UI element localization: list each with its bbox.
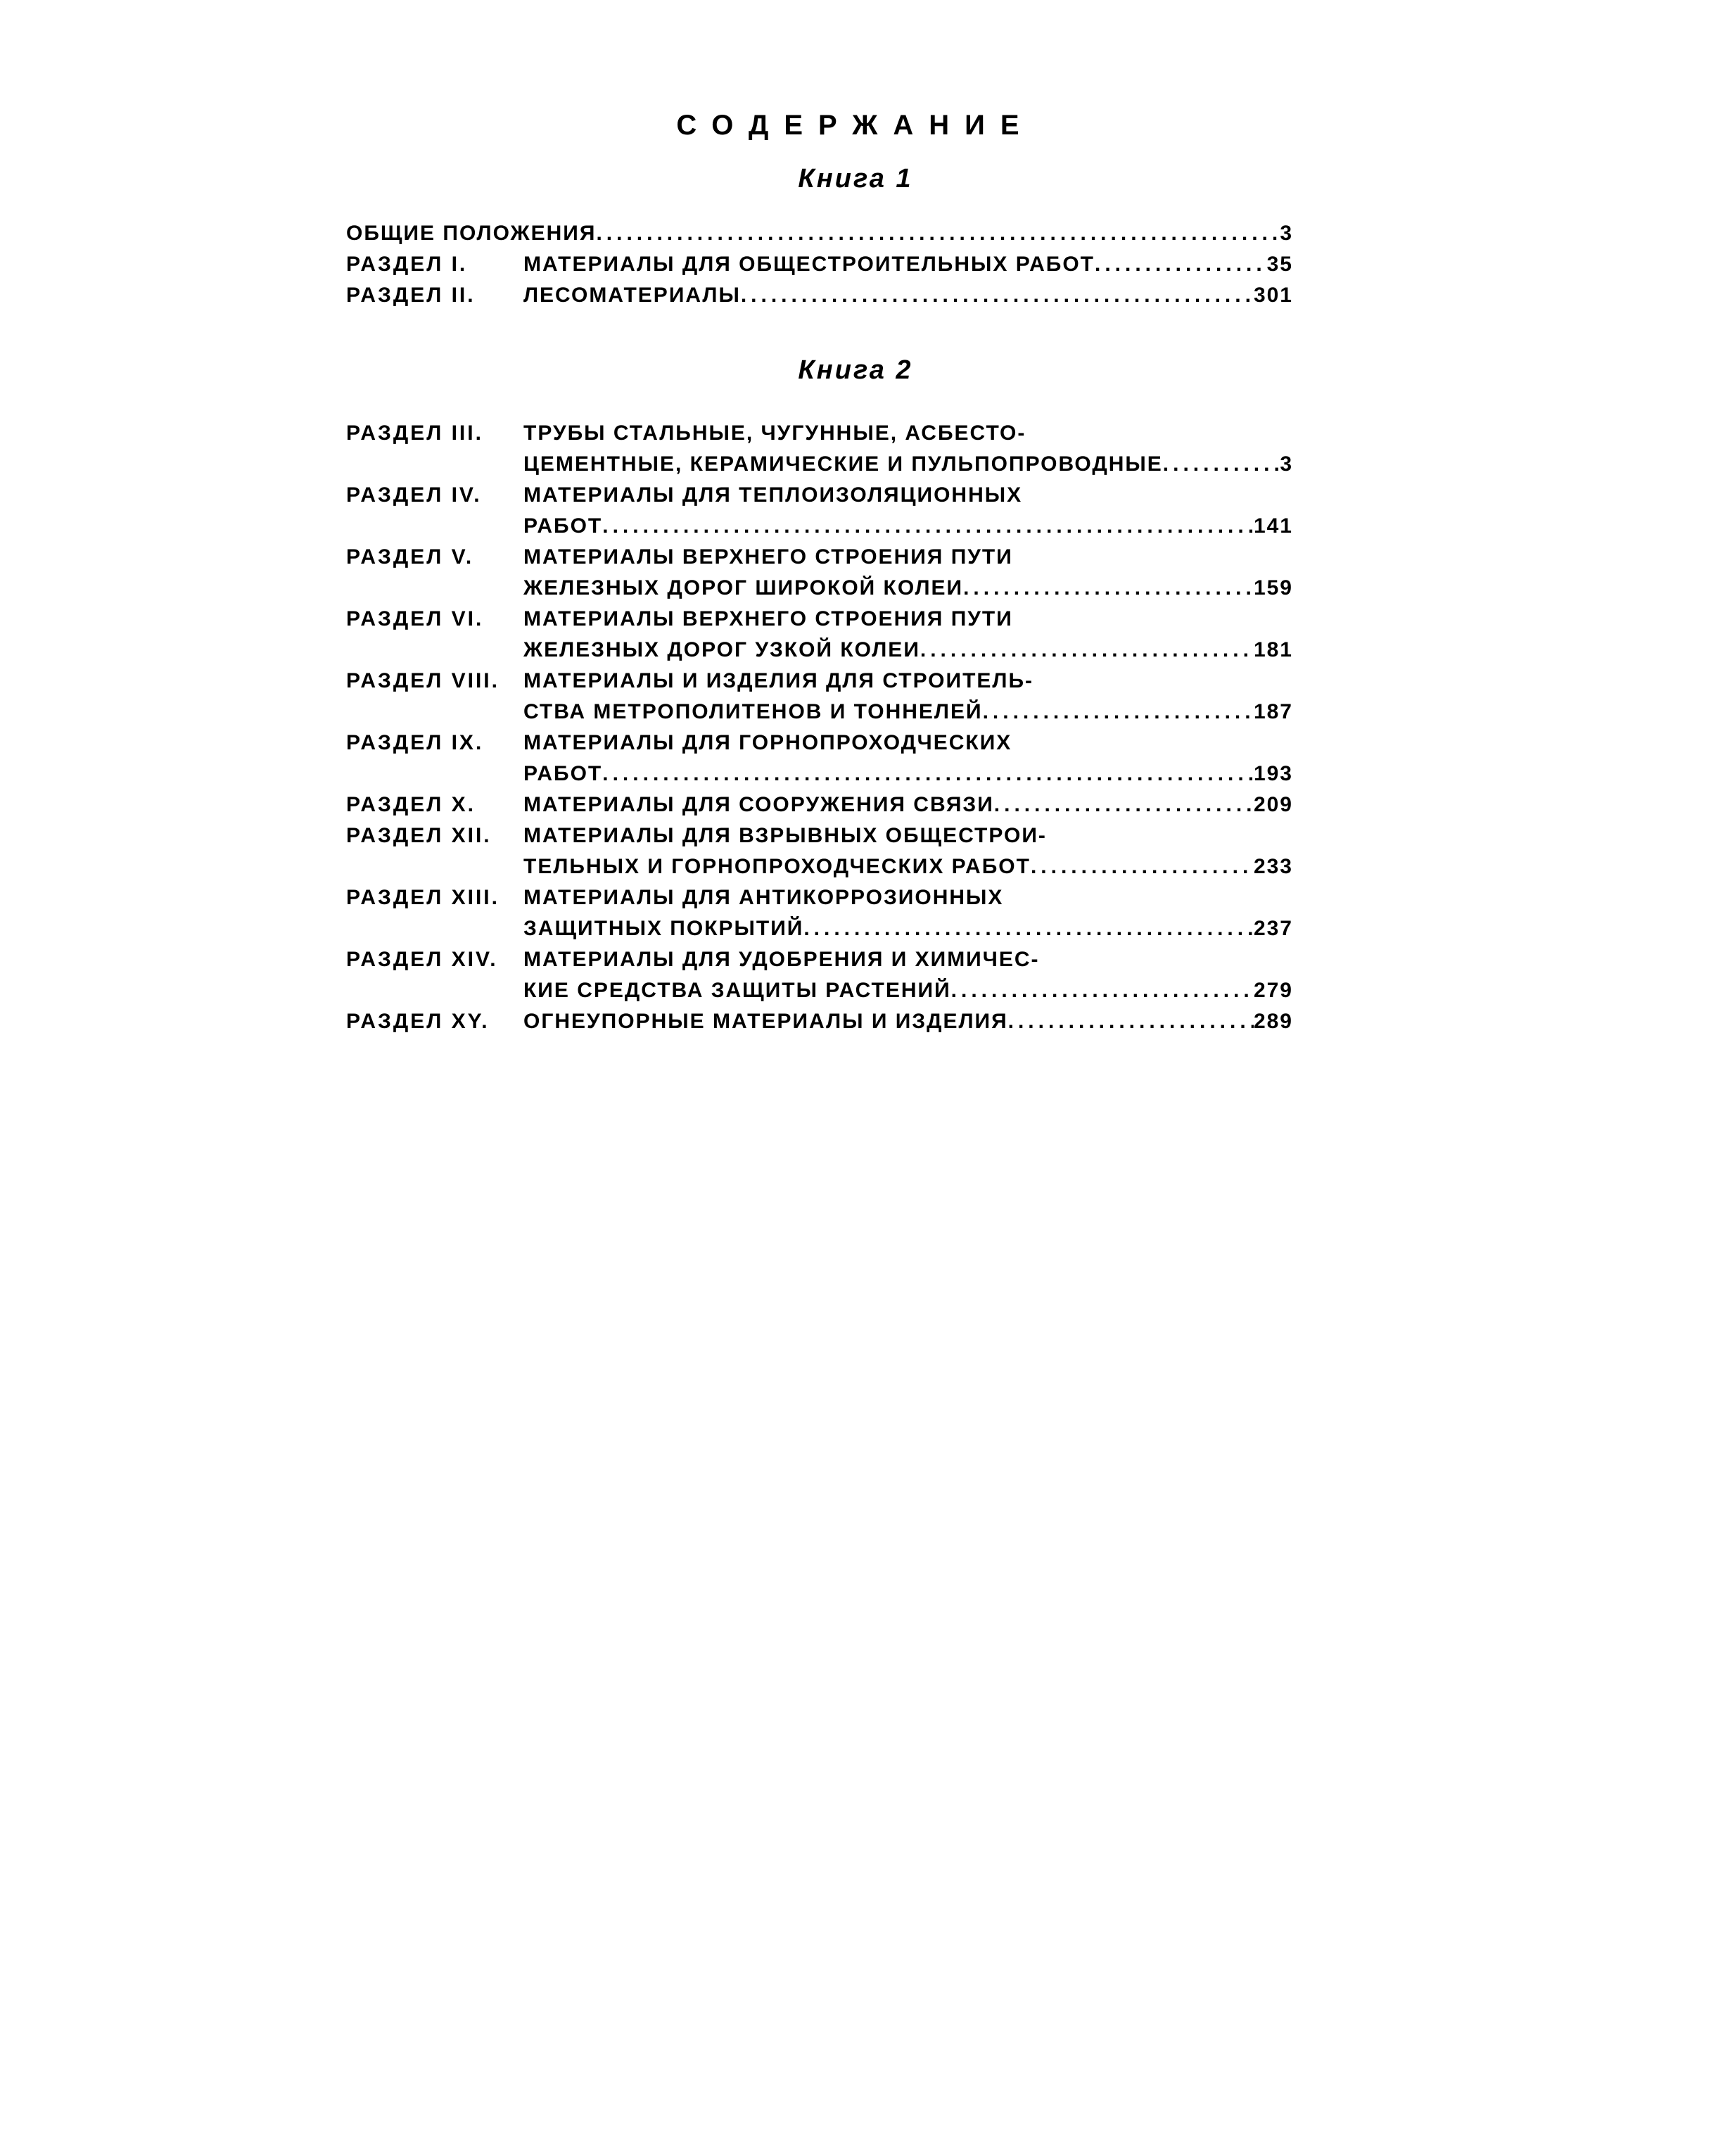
toc-entry — [346, 280, 1293, 311]
document-title: СОДЕРЖАНИЕ — [676, 110, 1035, 141]
toc-entry-title: РАБОТ — [523, 514, 603, 538]
toc-entry-section: РАЗДЕЛ III. — [346, 421, 483, 445]
toc-entry-section: РАЗДЕЛ XY. — [346, 1010, 490, 1033]
toc-entry-title: ОБЩИЕ ПОЛОЖЕНИЯ — [346, 222, 597, 245]
toc-entry — [346, 790, 1293, 820]
toc-entry-section: РАЗДЕЛ I. — [346, 253, 468, 276]
book-2-contents — [346, 418, 1293, 1037]
toc-entry-page: 187 — [1253, 700, 1293, 723]
toc-entry-title: МАТЕРИАЛЫ И ИЗДЕЛИЯ ДЛЯ СТРОИТЕЛЬ- — [523, 669, 1034, 692]
toc-entry-section: РАЗДЕЛ IX. — [346, 731, 484, 754]
dot-leader — [1008, 1006, 1254, 1037]
toc-entry-title: ЛЕСОМАТЕРИАЛЫ — [523, 284, 741, 307]
toc-entry-page: 209 — [1253, 793, 1293, 816]
toc-entry — [346, 418, 1293, 480]
toc-entry — [346, 944, 1293, 1006]
toc-entry-page: 279 — [1253, 979, 1293, 1002]
dot-leader — [963, 573, 1254, 604]
toc-entry-section: РАЗДЕЛ VI. — [346, 607, 484, 630]
toc-entry-page: 159 — [1253, 576, 1293, 600]
toc-entry-page: 237 — [1253, 917, 1293, 940]
toc-entry — [346, 882, 1293, 944]
toc-entry — [346, 218, 1293, 249]
book-1-contents — [346, 218, 1293, 311]
toc-entry — [346, 480, 1293, 542]
toc-entry — [346, 249, 1293, 280]
toc-entry-section: РАЗДЕЛ V. — [346, 545, 474, 569]
dot-leader — [994, 790, 1254, 820]
toc-entry — [346, 542, 1293, 604]
toc-entry-title: МАТЕРИАЛЫ ДЛЯ УДОБРЕНИЯ И ХИМИЧЕС- — [523, 948, 1040, 971]
dot-leader — [1163, 449, 1280, 480]
toc-entry-section: РАЗДЕЛ XIV. — [346, 948, 498, 971]
toc-entry-section: РАЗДЕЛ XII. — [346, 824, 492, 847]
toc-entry-page: 35 — [1266, 253, 1293, 276]
toc-entry-title: ЖЕЛЕЗНЫХ ДОРОГ ШИРОКОЙ КОЛЕИ — [523, 576, 964, 600]
toc-entry-title: ЗАЩИТНЫХ ПОКРЫТИЙ — [523, 917, 804, 940]
toc-entry-page: 233 — [1253, 855, 1293, 878]
toc-entry-page: 141 — [1253, 514, 1293, 538]
toc-entry — [346, 604, 1293, 666]
toc-entry-page: 3 — [1280, 222, 1293, 245]
toc-entry-title: ЖЕЛЕЗНЫХ ДОРОГ УЗКОЙ КОЛЕИ — [523, 638, 920, 661]
dot-leader — [803, 913, 1254, 944]
toc-entry-title: МАТЕРИАЛЫ ДЛЯ ВЗРЫВНЫХ ОБЩЕСТРОИ- — [523, 824, 1047, 847]
toc-entry-section: РАЗДЕЛ X. — [346, 793, 476, 816]
toc-entry-page: 289 — [1253, 1010, 1293, 1033]
book-2-title: Книга 2 — [798, 355, 913, 385]
dot-leader — [1031, 851, 1254, 882]
dot-leader — [983, 697, 1254, 728]
toc-entry-title: ТЕЛЬНЫХ И ГОРНОПРОХОДЧЕСКИХ РАБОТ — [523, 855, 1031, 878]
toc-entry — [346, 728, 1293, 790]
toc-entry-title: РАБОТ — [523, 762, 603, 785]
toc-entry-title: ОГНЕУПОРНЫЕ МАТЕРИАЛЫ И ИЗДЕЛИЯ — [523, 1010, 1008, 1033]
dot-leader — [602, 759, 1254, 790]
toc-entry-title: МАТЕРИАЛЫ ДЛЯ СООРУЖЕНИЯ СВЯЗИ — [523, 793, 994, 816]
toc-entry-title: ЦЕМЕНТНЫЕ, КЕРАМИЧЕСКИЕ И ПУЛЬПОПРОВОДНЫЕ — [523, 452, 1163, 476]
toc-entry-title: МАТЕРИАЛЫ ВЕРХНЕГО СТРОЕНИЯ ПУТИ — [523, 545, 1013, 569]
toc-entry-page: 181 — [1253, 638, 1293, 661]
toc-entry-title: МАТЕРИАЛЫ ДЛЯ ОБЩЕСТРОИТЕЛЬНЫХ РАБОТ — [523, 253, 1095, 276]
toc-entry-section: РАЗДЕЛ XIII. — [346, 886, 500, 909]
toc-entry-title: МАТЕРИАЛЫ ВЕРХНЕГО СТРОЕНИЯ ПУТИ — [523, 607, 1013, 630]
toc-entry-title: МАТЕРИАЛЫ ДЛЯ АНТИКОРРОЗИОННЫХ — [523, 886, 1004, 909]
book-1-title: Книга 1 — [798, 164, 913, 194]
dot-leader — [596, 218, 1280, 249]
toc-entry — [346, 1006, 1293, 1037]
toc-entry — [346, 820, 1293, 882]
dot-leader — [741, 280, 1254, 311]
toc-entry-section: РАЗДЕЛ II. — [346, 284, 476, 307]
toc-entry-title: СТВА МЕТРОПОЛИТЕНОВ И ТОННЕЛЕЙ — [523, 700, 983, 723]
dot-leader — [1095, 249, 1267, 280]
toc-entry-page: 3 — [1280, 452, 1293, 476]
dot-leader — [602, 511, 1254, 542]
toc-entry — [346, 666, 1293, 728]
dot-leader — [951, 975, 1254, 1006]
toc-entry-title: МАТЕРИАЛЫ ДЛЯ ГОРНОПРОХОДЧЕСКИХ — [523, 731, 1012, 754]
toc-entry-title: ТРУБЫ СТАЛЬНЫЕ, ЧУГУННЫЕ, АСБЕСТО- — [523, 421, 1026, 445]
toc-entry-page: 193 — [1253, 762, 1293, 785]
toc-entry-page: 301 — [1253, 284, 1293, 307]
toc-entry-title: МАТЕРИАЛЫ ДЛЯ ТЕПЛОИЗОЛЯЦИОННЫХ — [523, 483, 1023, 507]
toc-entry-title: КИЕ СРЕДСТВА ЗАЩИТЫ РАСТЕНИЙ — [523, 979, 951, 1002]
toc-entry-section: РАЗДЕЛ VIII. — [346, 669, 500, 692]
dot-leader — [920, 635, 1254, 666]
toc-entry-section: РАЗДЕЛ IV. — [346, 483, 482, 507]
